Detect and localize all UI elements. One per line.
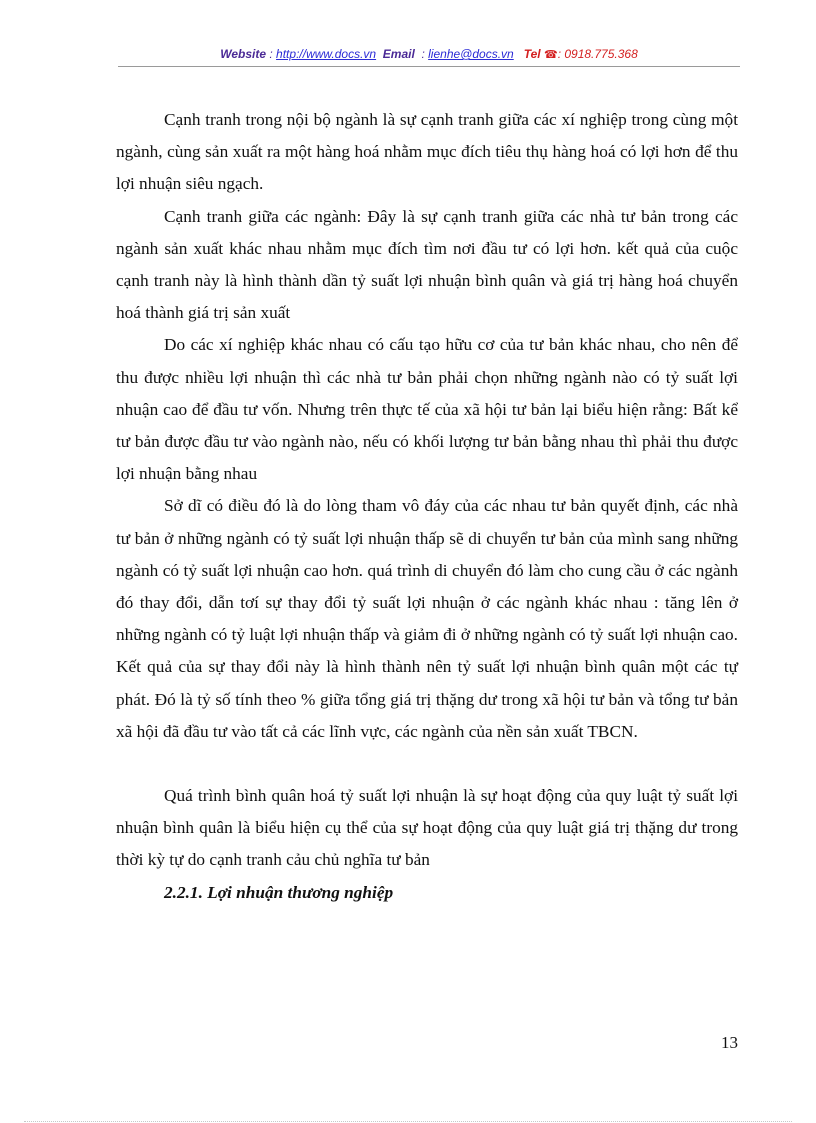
- email-link[interactable]: lienhe@docs.vn: [428, 47, 514, 61]
- phone-icon: ☎: [543, 49, 558, 61]
- body-paragraph: Quá trình bình quân hoá tỷ suất lợi nhuận là sự hoạt động của quy luật tỷ suất lợi nhuận bình quân là biểu hiện cụ thể của sự hoạt động của quy luật giá trị thặng dư trong thời kỳ tự do cạnh tranh cảu chủ nghĩa tư bản: [116, 786, 738, 870]
- document-body: [116, 104, 738, 909]
- header-divider: [118, 66, 740, 67]
- page-number: 13: [721, 1033, 738, 1052]
- body-paragraph: Cạnh tranh trong nội bộ ngành là sự cạnh tranh giữa các xí nghiệp trong cùng một ngành, cùng sản xuất ra một hàng hoá nhằm mục đích tiêu thụ hàng hoá có lợi hơn để thu lợi nhuận siêu ngạch.: [116, 110, 738, 194]
- email-separator: :: [418, 47, 429, 61]
- website-link[interactable]: http://www.docs.vn: [276, 47, 377, 61]
- tel-label: Tel: [523, 47, 541, 61]
- body-paragraph: Sở dĩ có điều đó là do lòng tham vô đáy của các nhau tư bản quyết định, các nhà tư bản ở những ngành có tỷ suất lợi nhuận thấp sẽ di chuyển tư bản của mình sang những ngành có tỷ suất lợi nhuận cao hơn. quá trình di chuyển đó làm cho cung cầu ở các ngành đó thay đổi, dẫn tơí sự thay đổi tỷ suất lợi nhuận ở các ngành khác nhau : tăng lên ở những ngành có tỷ luật lợi nhuận thấp và giảm đi ở những ngành có tỷ suất lợi nhuận cao. Kết quả của sự thay đổi này là hình thành nên tỷ suất lợi nhuận bình quân một các tự phát. Đó là tỷ số tính theo % giữa tổng giá trị thặng dư trong xã hội tư bản và tổng tư bản xã hội đã đầu tư vào tất cả các lĩnh vực, các ngành của nền sản xuất TBCN.: [116, 496, 738, 741]
- tel-number: : 0918.775.368: [557, 47, 638, 61]
- section-heading: 2.2.1. Lợi nhuận thương nghiệp: [164, 882, 394, 902]
- body-paragraph: Cạnh tranh giữa các ngành: Đây là sự cạnh tranh giữa các nhà tư bản trong các ngành sản xuất khác nhau nhằm mục đích tìm nơi đầu tư có lợi hơn. kết quả của cuộc cạnh tranh này là hình thành dần tỷ suất lợi nhuận bình quân và giá trị hàng hoá chuyển hoá thành giá trị sản xuất: [116, 206, 738, 323]
- page-bottom-border: [24, 1121, 792, 1122]
- email-label: Email: [382, 47, 415, 61]
- website-separator: :: [266, 47, 277, 61]
- body-paragraph: Do các xí nghiệp khác nhau có cấu tạo hữu cơ của tư bản khác nhau, cho nên để thu được nhiều lợi nhuận thì các nhà tư bản phải chọn những ngành nào có tỷ suất lợi nhuận cao để đầu tư vốn. Nhưng trên thực tế của xã hội tư bản lại biểu hiện rằng: Bất kể tư bản được đầu tư vào ngành nào, nếu có khối lượng tư bản bằng nhau thì phải thu được lợi nhuận bằng nhau: [116, 335, 738, 484]
- website-label: Website: [220, 47, 267, 61]
- page-header: [118, 47, 740, 61]
